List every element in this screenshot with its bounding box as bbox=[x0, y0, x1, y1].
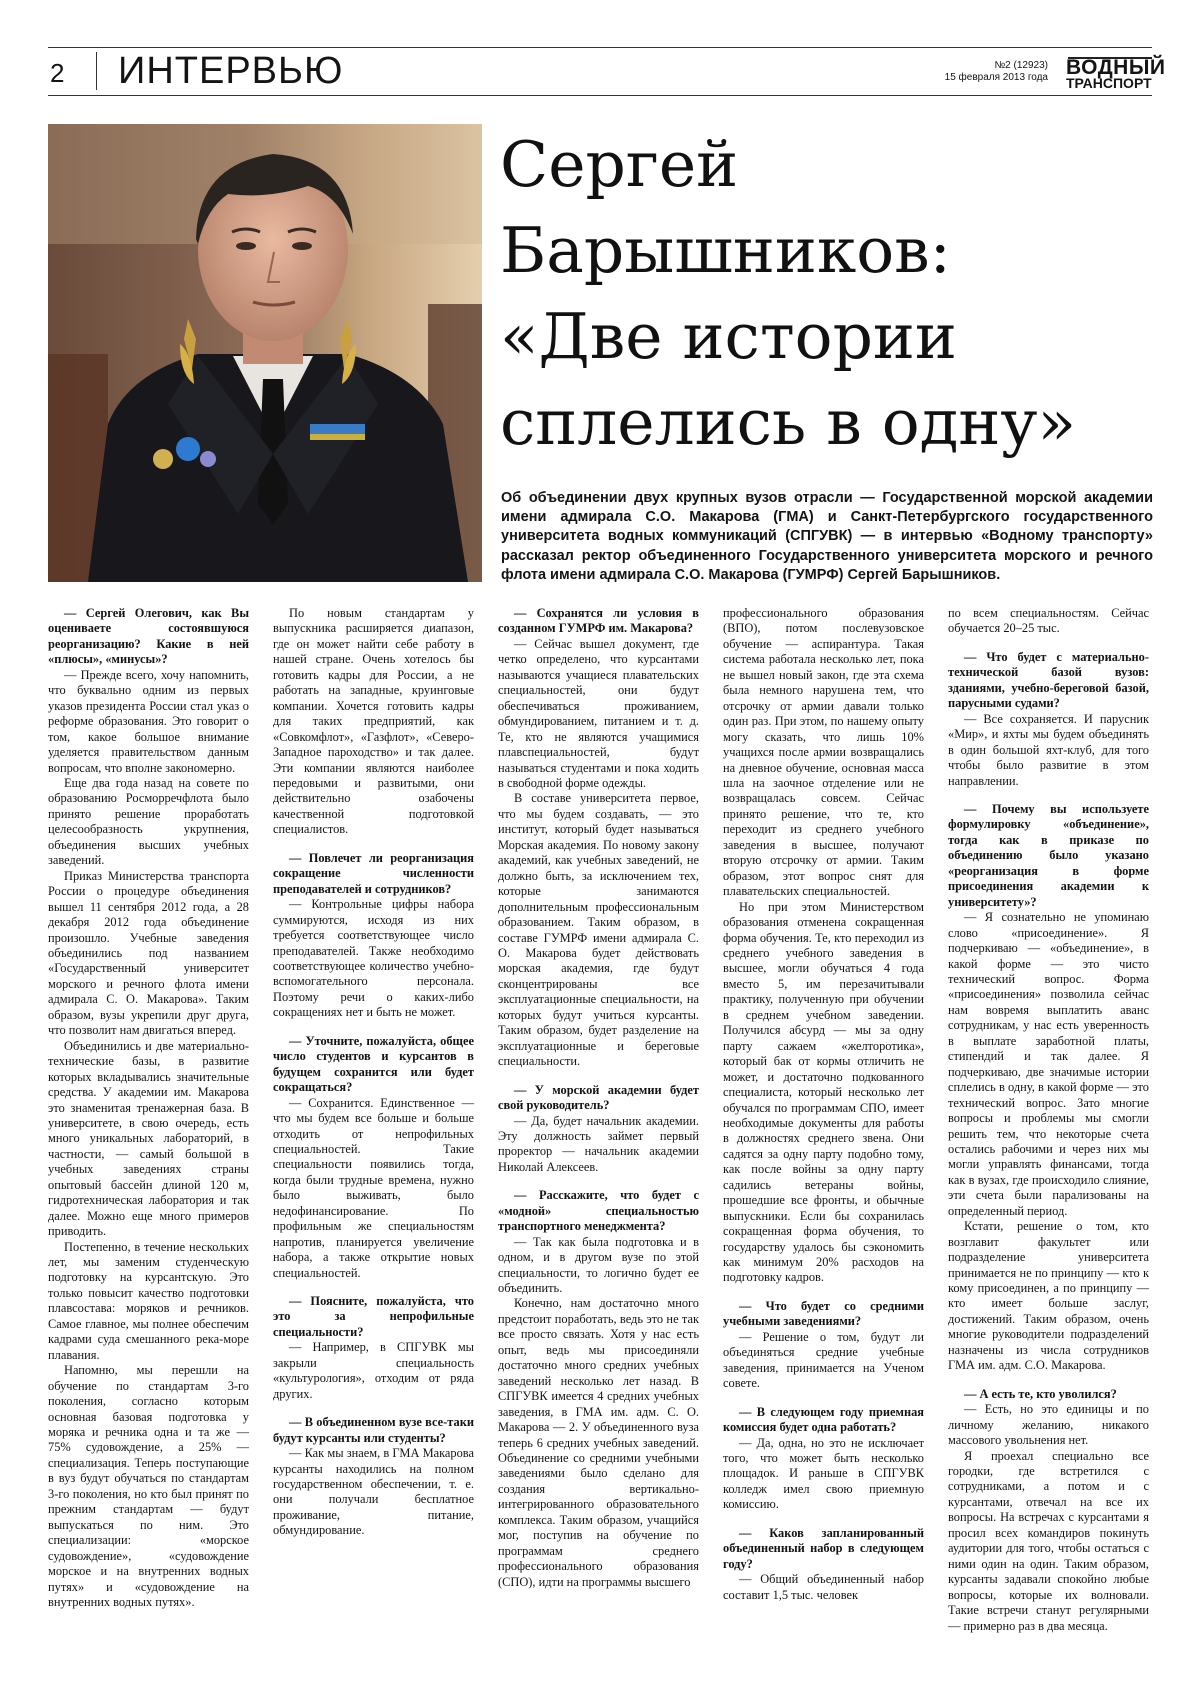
paragraph: Но при этом Министерством образования отменена сокращенная форма обучения. Те, кто переходил из среднего учебного заведения в высшее, могли обучаться 4 года вместо 5, им перезачитывали практику, полученную при обучении в среднем учебном заведении. Получился абсурд — мы за одну парту сажаем «желторотика», который бак от кормы отличить не может, и достаточно подкованного специалиста, который несколько лет обучался по программам СПО, имеет необходимые документы для работы в должностях среднего звена. Они садятся за одну парту подобно тому, как после войны за одну парту садились ветераны войны, прошедшие все фронты, и обычные выпускники. Если бы сохранилась сокращенная форма обучения, то государству удалось бы сэкономить как минимум 20% расходов на подготовку кадров. bbox=[723, 899, 924, 1285]
interview-question: — Почему вы используете формулировку «объединение», тогда как в приказе по объединению было указано «реорганизация в форме присоединения академии к университету»? bbox=[948, 801, 1149, 909]
logo-line1: ВОДНЫЙ bbox=[1066, 56, 1166, 79]
interview-question: — Расскажите, что будет с «модной» специальностью транспортного менеджмента? bbox=[498, 1188, 699, 1234]
paragraph: Приказ Министерства транспорта России о процедуре объединения вышел 11 сентября 2012 года, а 28 декабря 2012 года объединение произошло. Учебные заведения объединились под названием «Государственный университет морского и речного флота имени адмирала С. О. Макарова». Таким образом, вузы укрепили друг друга, что позволит нам двигаться вперед. bbox=[48, 868, 249, 1038]
paragraph: Напомню, мы перешли на обучение по стандартам 3-го поколения, согласно которым основная базовая подготовка у моряка и речника одна и та же — 75% судовождение, а 25% — специализация. Теперь поступающие в вуз будут обучаться по стандартам 3-го поколения, но кто был принят по прежним стандартам — будут выпускаться по ним. Это специализации: «морское судовождение», «судовождение морское и на внутренних водных путях» и «судовождение на внутренних водных путях». bbox=[48, 1363, 249, 1609]
article-lead: Об объединении двух крупных вузов отрасли — Государственной морской академии имени адмирала С.О. Макарова (ГМА) и Санкт-Петербургского государственного университета водных коммуникаций (СПГУВК) — в интервью «Водному транспорту» рассказал ректор объединенного Государственного университета морского и речного флота имени адмирала С.О. Макарова (ГУМРФ) Сергей Барышников. bbox=[501, 490, 1153, 583]
paragraph: — Прежде всего, хочу напомнить, что буквально одним из первых указов президента России стал указ о реформе образования. Это говорит о том, какое большое внимание уделяется правительством данным вопросам, что вполне закономерно. bbox=[48, 667, 249, 775]
section-title: ИНТЕРВЬЮ bbox=[118, 50, 344, 92]
issue-number: №2 (12923) bbox=[994, 60, 1048, 71]
interview-question: — Что будет со средними учебными заведениями? bbox=[723, 1298, 924, 1329]
interview-question: — Повлечет ли реорганизация сокращение численности преподавателей и сотрудников? bbox=[273, 850, 474, 896]
interview-question: — Сохранятся ли условия в созданном ГУМРФ им. Макарова? bbox=[498, 606, 699, 636]
paragraph: Постепенно, в течение нескольких лет, мы заменим студенческую подготовку на курсантскую. Это только повысит качество подготовки плавсостава: моряков и речников. Самое главное, мы полнее обеспечим кадрами суда смешанного река-море плавания. bbox=[48, 1239, 249, 1362]
paragraph: Объединились и две материально-технические базы, в развитие которых вкладывались значительные средства. У академии им. Макарова это знаменитая тренажерная база. В университете, в свою очередь, есть много уникальных лабораторий, в частности, — самый большой в учебных заведениях страны опытовый бассейн длиной 120 м, гидротехническая лаборатория и так далее. Можно еще много примеров приводить. bbox=[48, 1038, 249, 1239]
paragraph: Конечно, нам достаточно много предстоит поработать, ведь это не так все просто связать. Хотя у нас есть опыт, ведь мы присоединяли достаточно много средних учебных заведений несколько лет назад. В СПГУВК имеется 4 средних учебных заведения, в ГМА им. адм. С. О. Макарова — 2. У объединенного вуза теперь 6 средних учебных заведений. Объединение со средними учебными заведениями было сделано для создания вертикально-интегрированного образовательного комплекса. Таким образом, учащийся мог, поступив на обучение по программам среднего профессионального образования (СПО), идти на программы высшего bbox=[498, 1296, 699, 1589]
paragraph: — Контрольные цифры набора суммируются, исходя из них требуется соответствующее число преподавателей. Также необходимо соответствующее количество учебно-вспомогательного персонала. Поэтому речи о каких-либо сокращениях нет и быть не может. bbox=[273, 897, 474, 1020]
paragraph: профессионального образования (ВПО), потом послевузовское обучение — аспирантура. Такая система работала несколько лет, пока не вышел новый закон, где эта схема была немного нарушена тем, что отсрочку от армии давали только один раз. При этом, по нашему опыту могу сказать, что лишь 10% учащихся после армии возвращались на дневное обучение, основная масса шла на заочное отделение или не возвращалась совсем. Сейчас принято решение, что те, кто переходит из среднего учебного заведения в высшее, получают вторую отсрочку от армии. Таким образом, этот вопрос снят для плавательских специальностей. bbox=[723, 606, 924, 899]
paragraph: по всем специальностям. Сейчас обучается 20–25 тыс. bbox=[948, 606, 1149, 636]
paragraph: — Я сознательно не упоминаю слово «присоединение». Я подчеркиваю — «объединение», в какой форме — это чисто технический вопрос. Форма «присоединения» позволила сейчас нам вовремя выплатить аванс сотрудникам, у нас есть уверенность в выплате заработной платы, стипендий и так далее. Я подчеркиваю, две значимые истории сплелись в одну, в какой форме — это технический вопрос. Зато многие вопросы и проблемы мы смогли решить тем, что некоторые счета остались рабочими и через них мы могли управлять финансами, тогда как в вузах, где происходило слияние, эти счета были парализованы на определенный период. bbox=[948, 910, 1149, 1218]
page-number: 2 bbox=[50, 58, 65, 88]
paragraph: — Как мы знаем, в ГМА Макарова курсанты находились на полном государственном обеспечении, т. е. они получали бесплатное проживание, питание, обмундирование. bbox=[273, 1446, 474, 1538]
interview-question: — Поясните, пожалуйста, что это за непрофильные специальности? bbox=[273, 1294, 474, 1339]
portrait-illustration bbox=[48, 124, 482, 582]
paragraph: — Общий объединенный набор составит 1,5 тыс. человек bbox=[723, 1572, 924, 1602]
paragraph: — Да, будет начальник академии. Эту должность займет первый проректор — начальник академии Николай Алексеев. bbox=[498, 1113, 699, 1174]
article-headline bbox=[500, 122, 1180, 466]
interview-question: — Сергей Олегович, как Вы оцениваете состоявшуюся реорганизацию? Какие в ней «плюсы», «минусы»? bbox=[48, 606, 249, 667]
portrait-photo bbox=[48, 124, 482, 582]
issue-info bbox=[945, 60, 1048, 84]
headline-line: сплелись в одну» bbox=[500, 386, 1077, 459]
interview-question: — В следующем году приемная комиссия будет одна работать? bbox=[723, 1404, 924, 1435]
paragraph: — Так как была подготовка и в одном, и в другом вузе по этой специальности, то логично будет ее объединить. bbox=[498, 1234, 699, 1296]
paragraph: В составе университета первое, что мы будем создавать, — это институт, который будет называться Морская академия. По новому закону академий, как учебных заведений, не должно быть, за исключением тех, которые занимаются дополнительным профессиональным образованием. Таким образом, в составе ГУМРФ имени адмирала С. О. Макарова будет действовать морская академия, где будут сконцентрированы все эксплуатационные специальности, на которых будут учиться курсанты. Таким образом, будет разделение на эксплуатационные и береговые специальности. bbox=[498, 791, 699, 1069]
paragraph: — Решение о том, будут ли объединяться средние учебные заведения, принимается на Ученом совете. bbox=[723, 1329, 924, 1391]
header-rule-top bbox=[48, 47, 1152, 48]
paragraph: Кстати, решение о том, кто возглавит факультет или подразделение университета принимается не по принципу — кто к кому присоединен, а по принципу — кто имеет больше заслуг, достижений. Таким образом, очень многие руководители подразделений назначены из числа сотрудников ГМА им. адм. С.О. Макарова. bbox=[948, 1219, 1149, 1373]
paragraph: — Сохранится. Единственное — что мы будем все больше и больше отходить от непрофильных специальностей. Такие специальности появились тогда, когда были трудные времена, нужно было выживать, было недофинансирование. По профильным же специальностям напротив, планируется увеличение набора, а также открытие новых специальностей. bbox=[273, 1095, 474, 1280]
article-column-1 bbox=[48, 606, 249, 1610]
interview-question: — Что будет с материально-технической базой вузов: зданиями, учебно-береговой базой, парусными судами? bbox=[948, 649, 1149, 711]
headline-line: Барышников: bbox=[500, 214, 951, 287]
headline-line: Сергей bbox=[500, 128, 739, 201]
interview-question: — А есть те, кто уволился? bbox=[964, 1386, 1117, 1401]
interview-question: — В объединенном вузе все-таки будут курсанты или студенты? bbox=[273, 1415, 474, 1445]
paragraph: — Да, одна, но это не исключает того, что может быть несколько площадок. И раньше в СПГУВК колледж имел свою приемную комиссию. bbox=[723, 1435, 924, 1512]
header-rule-bottom bbox=[48, 95, 1152, 96]
paragraph: Еще два года назад на совете по образованию Росморречфлота было принято решение проработать целесообразность укрупнения, объединения высших учебных заведений. bbox=[48, 775, 249, 868]
paragraph: — Например, в СПГУВК мы закрыли специальность «культурология», отходим от ряда других. bbox=[273, 1340, 474, 1401]
interview-question: — Уточните, пожалуйста, общее число студентов и курсантов в будущем сохранится или будет сокращаться? bbox=[273, 1033, 474, 1095]
article-column-5 bbox=[948, 606, 1149, 1634]
header-divider bbox=[96, 52, 97, 90]
interview-question: — Каков запланированный объединенный набор в следующем году? bbox=[723, 1525, 924, 1571]
paragraph: — Все сохраняется. И парусник «Мир», и яхты мы будем объединять в один большой яхт-клуб, для того чтобы было развитие в этом направлении. bbox=[948, 711, 1149, 788]
article-column-3 bbox=[498, 606, 699, 1590]
article-column-4 bbox=[723, 606, 924, 1603]
article-column-2 bbox=[273, 606, 474, 1539]
paragraph: — Есть, но это единицы и по личному желанию, никакого массового увольнения нет. bbox=[948, 1402, 1149, 1448]
logo-line2: ТРАНСПОРТ bbox=[1066, 75, 1152, 91]
paragraph: — Сейчас вышел документ, где четко определено, что курсантами называются учащиеся плавательских специальностей, они будут обеспечиваться проживанием, обмундированием, питанием и т. д. Те, кто не являются учащимися плавспециальностей, будут называться студентами и пока ходить в свободной форме одежды. bbox=[498, 636, 699, 790]
headline-line: «Две истории bbox=[500, 300, 957, 373]
paragraph: Я проехал специально все городки, где встретился с сотрудниками, а потом и с курсантами, отвечал на все их вопросы. На встречах с курсантами я просил всех командиров покинуть аудитории для того, чтобы остаться с ними один на один. Таким образом, курсанты задавали спокойно любые вопросы, которые их волновали. Такие встречи станут регулярными — примерно раз в два месяца. bbox=[948, 1448, 1149, 1633]
interview-question: — У морской академии будет свой руководитель? bbox=[498, 1082, 699, 1113]
paragraph: По новым стандартам у выпускника расширяется диапазон, где он может найти себе работу в нашей стране. Очень хотелось бы готовить кадры для России, а не работать на западные, круинговые компании. Хочется готовить кадры для таких предприятий, как «Совкомфлот», «Газфлот», «Северо-Западное пароходство» и так далее. Эти компании являются наиболее передовыми и развитыми, они действительно озабочены качественной подготовкой специалистов. bbox=[273, 606, 474, 837]
issue-date: 15 февраля 2013 года bbox=[944, 72, 1048, 83]
